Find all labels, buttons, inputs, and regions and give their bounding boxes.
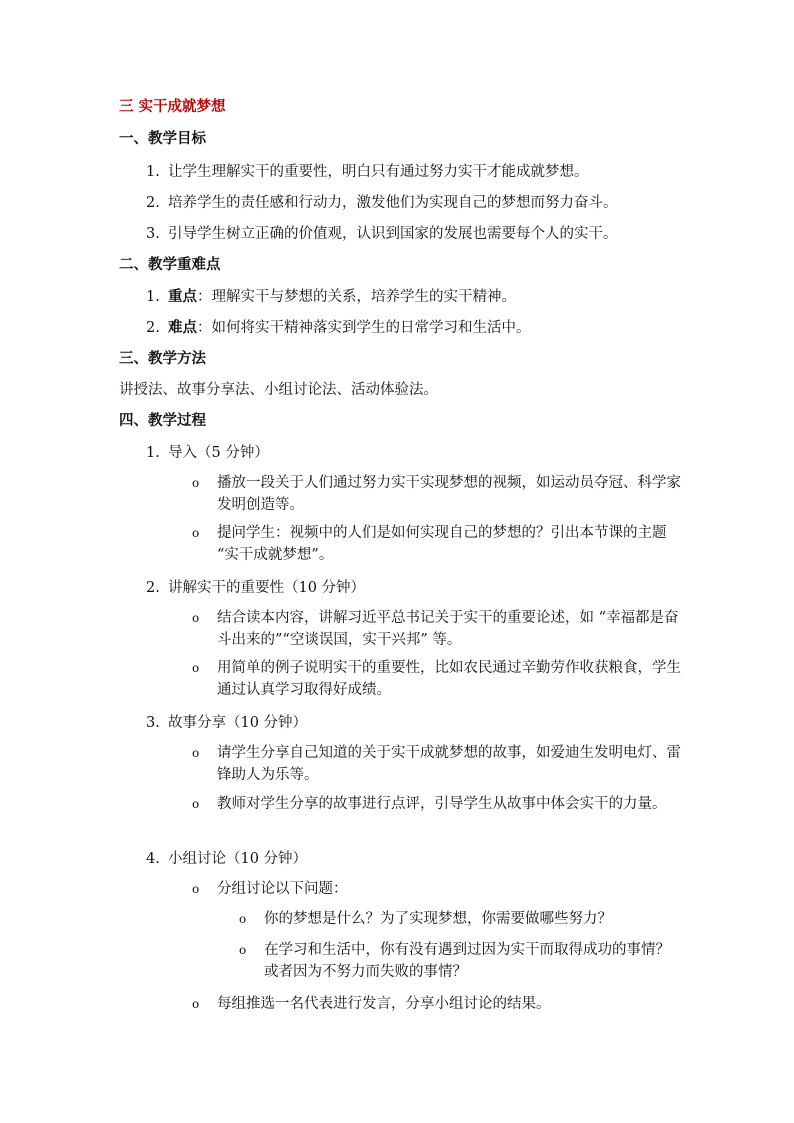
bullet-text: 分组讨论以下问题： xyxy=(217,881,348,897)
goal-item xyxy=(146,222,618,243)
bullet-icon: o xyxy=(192,882,200,896)
key-point-label: 重点 xyxy=(168,288,197,305)
document-title: 三 实干成就梦想 xyxy=(119,98,226,115)
step-title: 导入（5 分钟） xyxy=(168,445,269,461)
process-step xyxy=(146,576,365,597)
list-number: 1. xyxy=(146,164,160,180)
section-heading-methods: 三、教学方法 xyxy=(119,350,206,367)
bullet-icon: o xyxy=(192,797,200,811)
bullet-text: 提问学生：视频中的人们是如何实现自己的梦想的？引出本节课的主题 “实干成就梦想”。 xyxy=(217,525,667,563)
bullet-icon: o xyxy=(192,476,200,490)
list-number: 3. xyxy=(146,226,160,242)
list-number: 1. xyxy=(146,445,160,461)
bullet-item xyxy=(192,607,687,651)
list-number: 3. xyxy=(146,715,160,731)
bullet-text: 请学生分享自己知道的关于实干成就梦想的故事，如爱迪生发明电灯、雷锋助人为乐等。 xyxy=(217,745,681,783)
section-heading-process: 四、教学过程 xyxy=(119,412,206,429)
bullet-icon: o xyxy=(239,943,247,957)
sub-bullet-item xyxy=(239,939,684,983)
list-number: 4. xyxy=(146,851,160,867)
bullet-icon: o xyxy=(192,746,200,760)
bullet-text: 在学习和生活中，你有没有遇到过因为实干而取得成功的事情？或者因为不努力而失败的事情？ xyxy=(264,942,670,980)
bullet-icon: o xyxy=(239,912,247,926)
bullet-text: 教师对学生分享的故事进行点评，引导学生从故事中体会实干的力量。 xyxy=(217,796,667,812)
list-number: 2. xyxy=(146,580,160,596)
bullet-text: 你的梦想是什么？为了实现梦想，你需要做哪些努力？ xyxy=(264,911,612,927)
step-title: 小组讨论（10 分钟） xyxy=(168,851,308,867)
process-step xyxy=(146,847,307,868)
key-point-text: ：理解实干与梦想的关系，培养学生的实干精神。 xyxy=(197,289,516,305)
goal-item xyxy=(146,160,589,181)
goal-text: 让学生理解实干的重要性，明白只有通过努力实干才能成就梦想。 xyxy=(168,164,589,180)
key-point-text: ：如何将实干精神落实到学生的日常学习和生活中。 xyxy=(197,320,531,336)
step-title: 故事分享（10 分钟） xyxy=(168,715,308,731)
bullet-item xyxy=(192,657,687,701)
goal-text: 引导学生树立正确的价值观，认识到国家的发展也需要每个人的实干。 xyxy=(168,226,618,242)
bullet-icon: o xyxy=(192,997,200,1011)
key-point-label: 难点 xyxy=(168,319,197,336)
bullet-icon: o xyxy=(192,661,200,675)
list-number: 1. xyxy=(146,289,160,305)
list-number: 2. xyxy=(146,320,160,336)
process-step xyxy=(146,441,269,462)
section-heading-goals: 一、教学目标 xyxy=(119,130,206,147)
bullet-text: 结合读本内容，讲解习近平总书记关于实干的重要论述，如 “幸福都是奋斗出来的”“空谈误国，实干兴邦” 等。 xyxy=(217,610,679,648)
bullet-text: 播放一段关于人们通过努力实干实现梦想的视频，如运动员夺冠、科学家发明创造等。 xyxy=(217,475,681,513)
methods-text: 讲授法、故事分享法、小组讨论法、活动体验法。 xyxy=(119,382,438,398)
step-title: 讲解实干的重要性（10 分钟） xyxy=(168,580,366,596)
goal-text: 培养学生的责任感和行动力，激发他们为实现自己的梦想而努力奋斗。 xyxy=(168,195,618,211)
key-point-item xyxy=(146,316,531,337)
sub-bullet-item xyxy=(239,908,684,930)
bullet-item xyxy=(192,472,687,516)
bullet-item xyxy=(192,993,687,1015)
goal-item xyxy=(146,191,618,212)
bullet-icon: o xyxy=(192,526,200,540)
bullet-text: 用简单的例子说明实干的重要性，比如农民通过辛勤劳作收获粮食，学生通过认真学习取得好成绩。 xyxy=(217,660,681,698)
bullet-item xyxy=(192,793,687,815)
process-step xyxy=(146,711,307,732)
bullet-item xyxy=(192,522,687,566)
bullet-item xyxy=(192,878,687,900)
bullet-icon: o xyxy=(192,611,200,625)
bullet-text: 每组推选一名代表进行发言，分享小组讨论的结果。 xyxy=(217,996,551,1012)
bullet-item xyxy=(192,742,687,786)
list-number: 2. xyxy=(146,195,160,211)
section-heading-key-points: 二、教学重难点 xyxy=(119,256,221,273)
key-point-item xyxy=(146,285,516,306)
